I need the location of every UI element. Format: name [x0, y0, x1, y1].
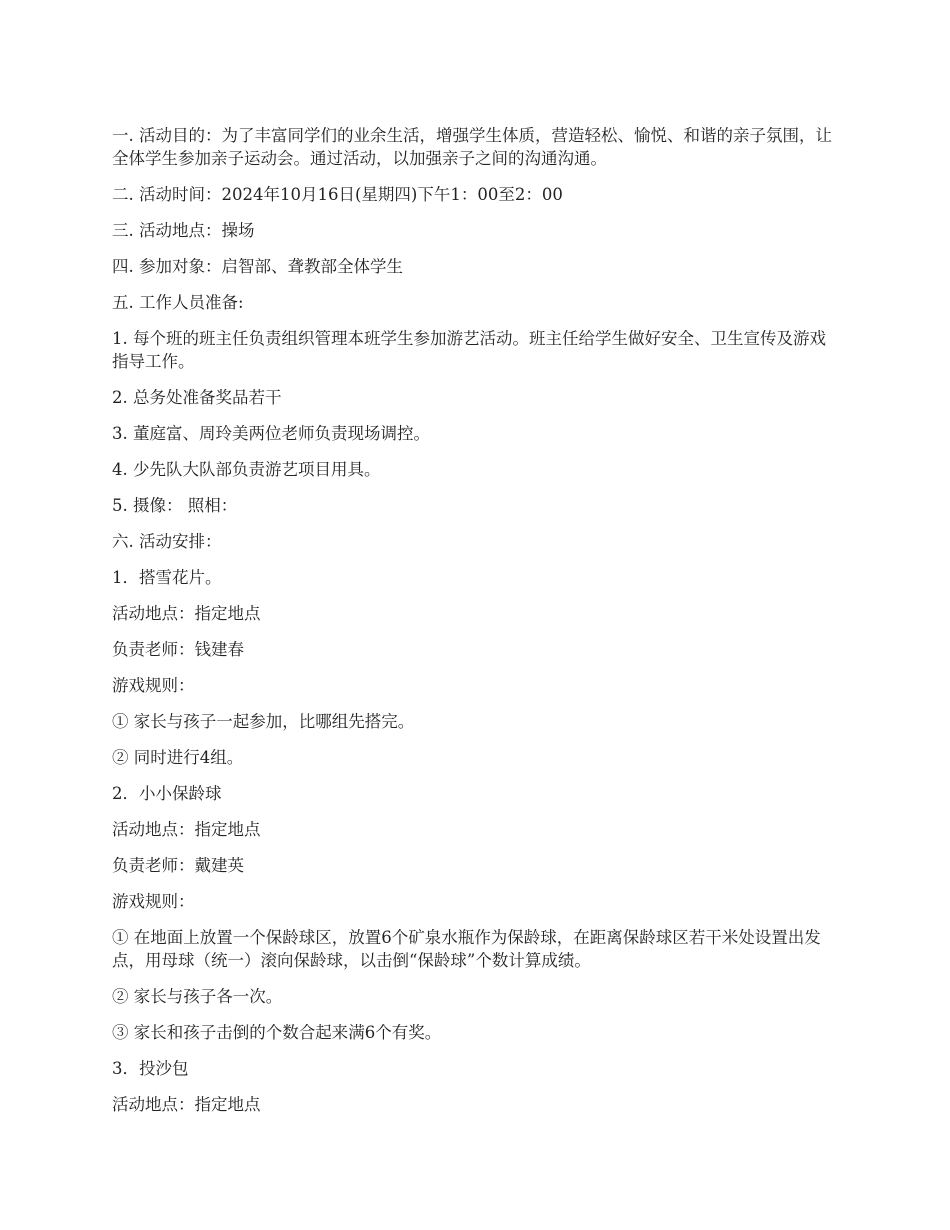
game-1-location: 活动地点：指定地点	[112, 604, 261, 623]
game-2-teacher: 负责老师：戴建英	[112, 856, 244, 875]
schedule-heading: 六. 活动安排：	[112, 532, 222, 551]
game-1-rules-heading: 游戏规则：	[112, 676, 195, 695]
game-2-rules-heading: 游戏规则：	[112, 892, 195, 911]
game-1-rule-1: ① 家长与孩子一起参加，比哪组先搭完。	[112, 712, 415, 731]
game-2-rule-2: ② 家长与孩子各一次。	[112, 987, 283, 1006]
game-1-teacher: 负责老师：钱建春	[112, 640, 244, 659]
game-2-location: 活动地点：指定地点	[112, 820, 261, 839]
location-paragraph: 三. 活动地点：操场	[112, 221, 255, 240]
participants-paragraph: 四. 参加对象：启智部、聋教部全体学生	[112, 257, 403, 276]
game-2-rule-3: ③ 家长和孩子击倒的个数合起来满6个有奖。	[112, 1023, 442, 1042]
staff-item-2: 2. 总务处准备奖品若干	[112, 388, 282, 407]
time-paragraph: 二. 活动时间：2024年10月16日(星期四)下午1：00至2：00	[112, 185, 563, 204]
document-body	[112, 124, 842, 1129]
purpose-paragraph: 一. 活动目的：为了丰富同学们的业余生活，增强学生体质，营造轻松、愉悦、和谐的亲子氛围，让全体学生参加亲子运动会。通过活动，以加强亲子之间的沟通沟通。	[112, 126, 832, 168]
staff-item-3: 3. 董庭富、周玲美两位老师负责现场调控。	[112, 424, 430, 443]
game-2-rule-1: ① 在地面上放置一个保龄球区，放置6个矿泉水瓶作为保龄球，在距离保龄球区若干米处设置出发点，用母球（统一）滚向保龄球，以击倒“保龄球”个数计算成绩。	[112, 928, 821, 970]
game-2-title: 2．小小保龄球	[112, 784, 222, 803]
game-1-rule-2: ② 同时进行4组。	[112, 748, 244, 767]
staff-item-1: 1. 每个班的班主任负责组织管理本班学生参加游艺活动。班主任给学生做好安全、卫生宣传及游戏指导工作。	[112, 329, 826, 371]
game-1-title: 1．搭雪花片。	[112, 568, 222, 587]
staff-item-5: 5. 摄像： 照相：	[112, 496, 238, 515]
game-3-title: 3．投沙包	[112, 1059, 189, 1078]
staff-item-4: 4. 少先队大队部负责游艺项目用具。	[112, 460, 381, 479]
game-3-location: 活动地点：指定地点	[112, 1095, 261, 1114]
staff-heading: 五. 工作人员准备:	[112, 293, 244, 312]
